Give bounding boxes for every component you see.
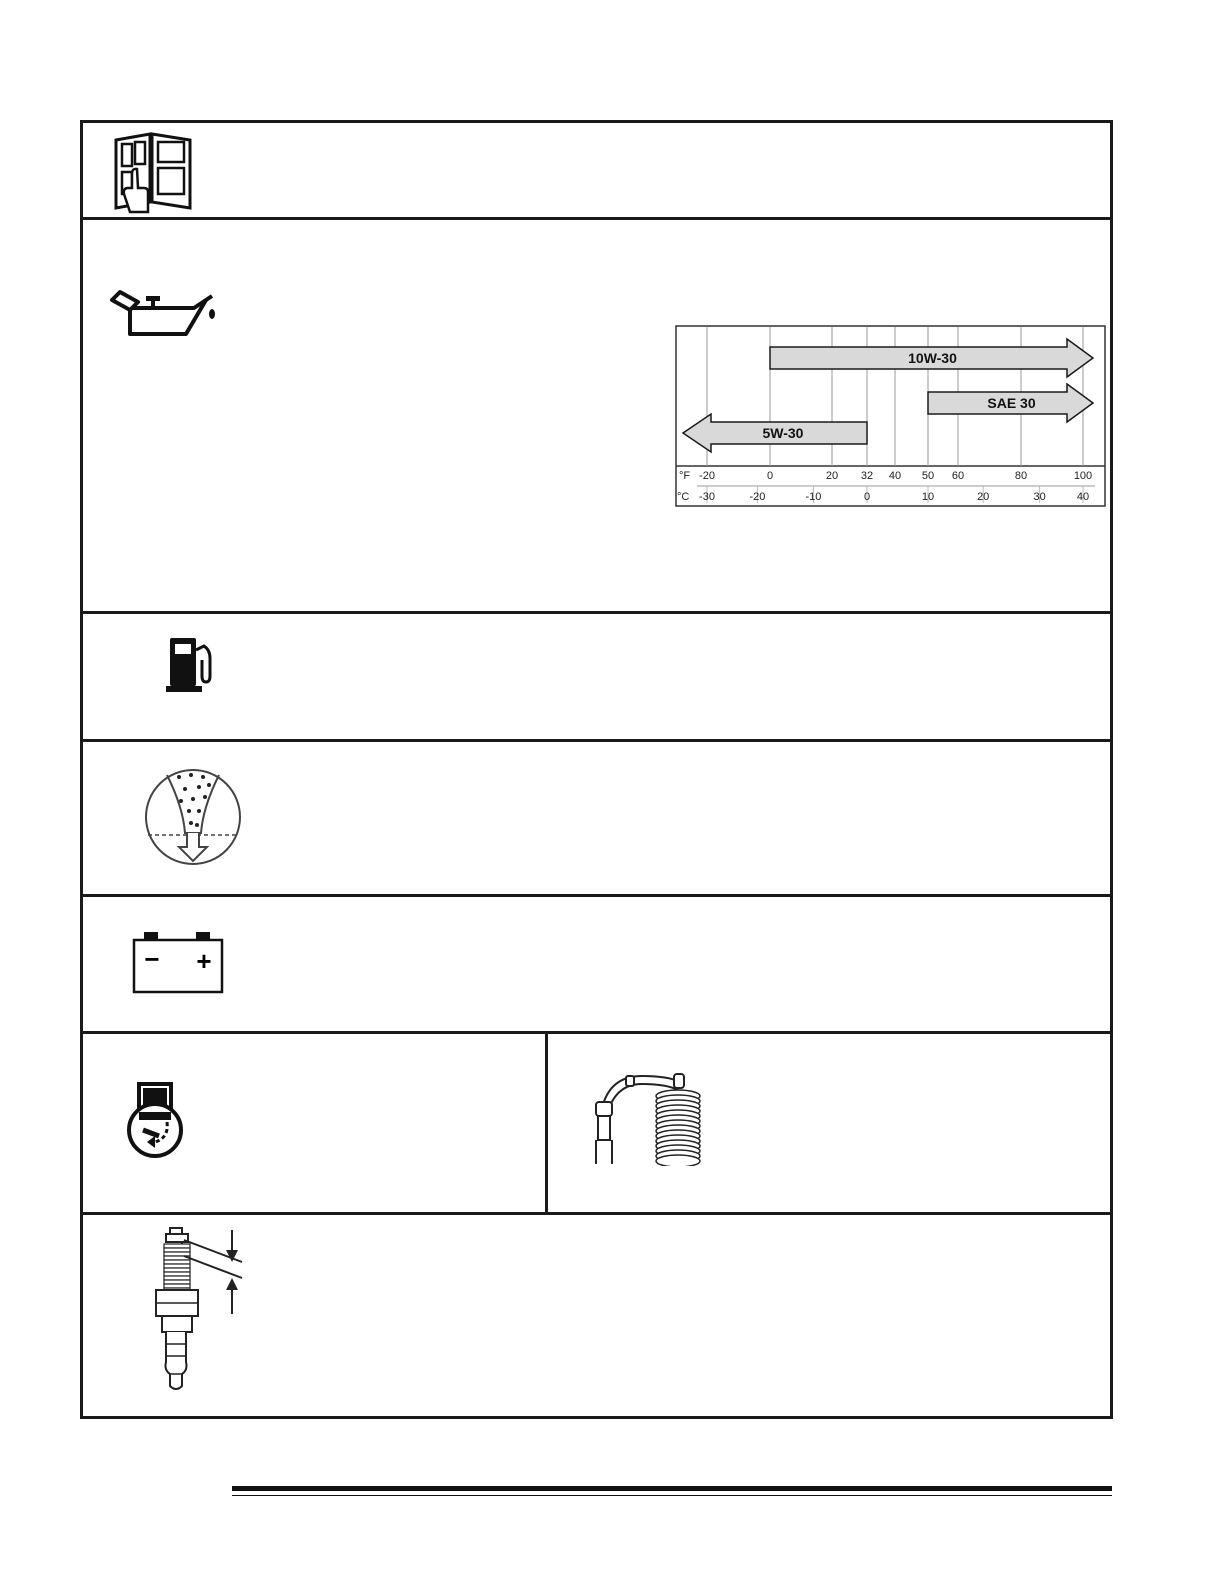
f-axis-tick-label: 60 bbox=[951, 470, 965, 482]
c-axis-tick-label: 30 bbox=[1033, 491, 1046, 503]
open-manual-icon bbox=[110, 130, 200, 215]
row-divider bbox=[80, 1212, 1113, 1215]
row-divider bbox=[80, 217, 1113, 220]
f-axis-tick-label: 32 bbox=[860, 470, 874, 482]
row-divider bbox=[80, 1031, 1113, 1034]
spark-plug-gap-icon bbox=[150, 1226, 250, 1394]
row-divider bbox=[80, 739, 1113, 742]
c-axis-unit-label: °C bbox=[677, 491, 690, 503]
f-axis-unit-label: °F bbox=[679, 470, 691, 482]
c-axis-tick-label: 0 bbox=[863, 491, 871, 503]
oil-can-icon bbox=[108, 288, 218, 340]
viscosity-bar-label: SAE 30 bbox=[987, 395, 1036, 411]
column-divider bbox=[545, 1031, 548, 1214]
c-axis-tick-label: 10 bbox=[921, 491, 935, 503]
f-axis-tick-label: 40 bbox=[888, 470, 902, 482]
footer-rule bbox=[232, 1486, 1112, 1491]
row-divider bbox=[80, 894, 1113, 897]
viscosity-bar-label: 5W-30 bbox=[762, 425, 804, 441]
c-axis-tick-label: -20 bbox=[749, 491, 766, 503]
c-axis-tick-label: -10 bbox=[805, 491, 822, 503]
battery-minus-label: − bbox=[144, 944, 160, 974]
c-axis-tick-label: -30 bbox=[699, 491, 715, 503]
spark-plug-wire-icon bbox=[590, 1072, 706, 1166]
c-axis-tick-label: 40 bbox=[1076, 491, 1090, 503]
f-axis-tick-label: 50 bbox=[921, 470, 935, 482]
f-axis-tick-label: 80 bbox=[1014, 470, 1028, 482]
battery-icon bbox=[132, 930, 226, 994]
f-axis-tick-label: 20 bbox=[825, 470, 839, 482]
footer-rule-thin bbox=[232, 1495, 1112, 1496]
c-axis-tick-label: 20 bbox=[977, 491, 990, 503]
air-filter-flow-icon bbox=[143, 767, 243, 867]
engine-rotation-icon bbox=[125, 1082, 185, 1160]
row-divider bbox=[80, 611, 1113, 614]
viscosity-bar-label: 10W-30 bbox=[908, 350, 957, 366]
battery-plus-label: + bbox=[196, 946, 212, 976]
fuel-pump-icon bbox=[166, 636, 216, 694]
oil-viscosity-chart bbox=[675, 325, 1106, 507]
f-axis-tick-label: 0 bbox=[766, 470, 774, 482]
f-axis-tick-label: 100 bbox=[1073, 470, 1093, 482]
f-axis-tick-label: -20 bbox=[699, 470, 715, 482]
